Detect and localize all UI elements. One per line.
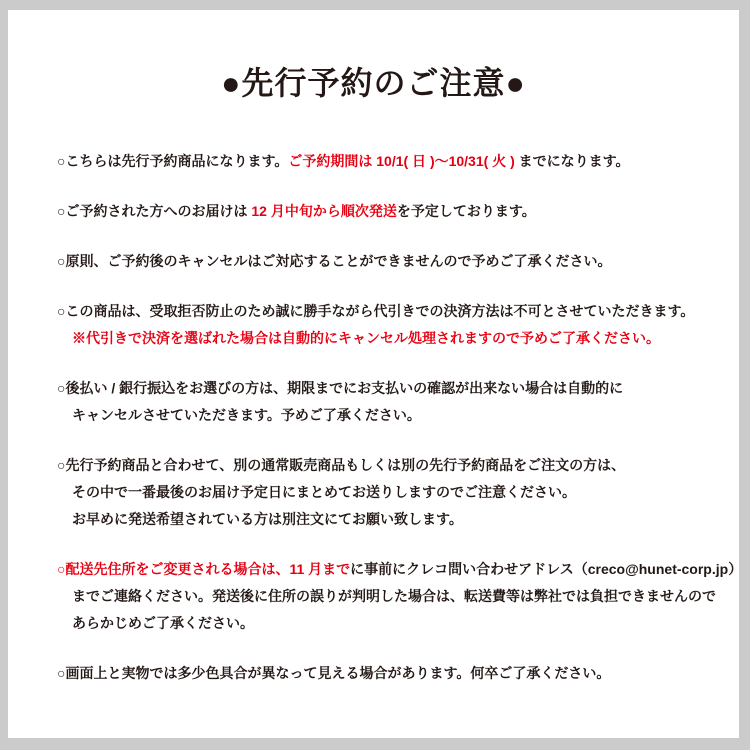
notice-page (8, 10, 743, 738)
text-segment: ご予約された方へのお届けは (65, 203, 252, 220)
notice-line (57, 479, 739, 506)
notice-item (57, 452, 739, 533)
notice-line (57, 248, 739, 275)
notice-line (57, 556, 743, 583)
text-segment: ※代引きで決済を選ばれた場合は自動的にキャンセル処理されますので予めご了承ください。 (72, 330, 660, 347)
notice-line (57, 148, 739, 175)
text-segment: その中で一番最後のお届け予定日にまとめてお送りしますのでご注意ください。 (72, 484, 576, 501)
text-segment: 12 月中旬から順次発送 (251, 203, 397, 220)
notice-line (57, 325, 739, 352)
page-title: ●先行予約のご注意● (221, 65, 526, 101)
text-segment: 画面上と実物では多少色具合が異なって見える場合があります。何卒ご了承ください。 (65, 665, 611, 682)
notice-list (57, 148, 743, 687)
notice-item (57, 248, 739, 275)
notice-line (57, 660, 739, 687)
text-segment: 先行予約商品と合わせて、別の通常販売商品もしくは別の先行予約商品をご注文の方は、 (65, 457, 626, 474)
notice-line (57, 298, 739, 325)
bullet-marker: ○ (57, 203, 66, 220)
text-segment: ご予約期間は 10/1( 日 )～10/31( 火 ) (288, 153, 515, 170)
bullet-marker: ○ (57, 380, 66, 397)
notice-line (57, 402, 739, 429)
notice-item (57, 660, 739, 687)
text-segment: この商品は、受取拒否防止のため誠に勝手ながら代引きでの決済方法は不可とさせていただきます。 (65, 303, 695, 320)
text-segment: お早めに発送希望されている方は別注文にてお願い致します。 (72, 511, 463, 528)
text-segment: 配送先住所をご変更される場合は、11 月まで (65, 561, 351, 578)
text-segment: に事前にクレコ問い合わせアドレス（creco@hunet-corp.jp） (350, 561, 743, 578)
text-segment: までになります。 (514, 153, 630, 170)
bullet-marker: ○ (57, 153, 66, 170)
notice-item (57, 375, 739, 429)
text-segment: こちらは先行予約商品になります。 (65, 153, 289, 170)
notice-item (57, 148, 739, 175)
notice-item (57, 556, 743, 637)
bullet-marker: ○ (57, 457, 66, 474)
bullet-marker: ○ (57, 665, 66, 682)
notice-line (57, 375, 739, 402)
bullet-marker: ○ (57, 253, 66, 270)
text-segment: を予定しております。 (396, 203, 536, 220)
bullet-marker: ○ (57, 303, 66, 320)
notice-line (57, 610, 739, 637)
notice-item (57, 298, 739, 352)
notice-line (57, 198, 739, 225)
notice-line (57, 506, 739, 533)
text-segment: 原則、ご予約後のキャンセルはご対応することができませんので予めご了承ください。 (65, 253, 612, 270)
text-segment: キャンセルさせていただきます。予めご了承ください。 (72, 407, 421, 424)
bullet-marker: ○ (57, 561, 66, 578)
text-segment: までご連絡ください。発送後に住所の誤りが判明した場合は、転送費等は弊社では負担できませんので (72, 588, 716, 605)
text-segment: 後払い / 銀行振込をお選びの方は、期限までにお支払いの確認が出来ない場合は自動的に (65, 380, 624, 397)
notice-item (57, 198, 739, 225)
notice-line (57, 583, 739, 610)
notice-line (57, 452, 739, 479)
text-segment: あらかじめご了承ください。 (72, 615, 254, 632)
